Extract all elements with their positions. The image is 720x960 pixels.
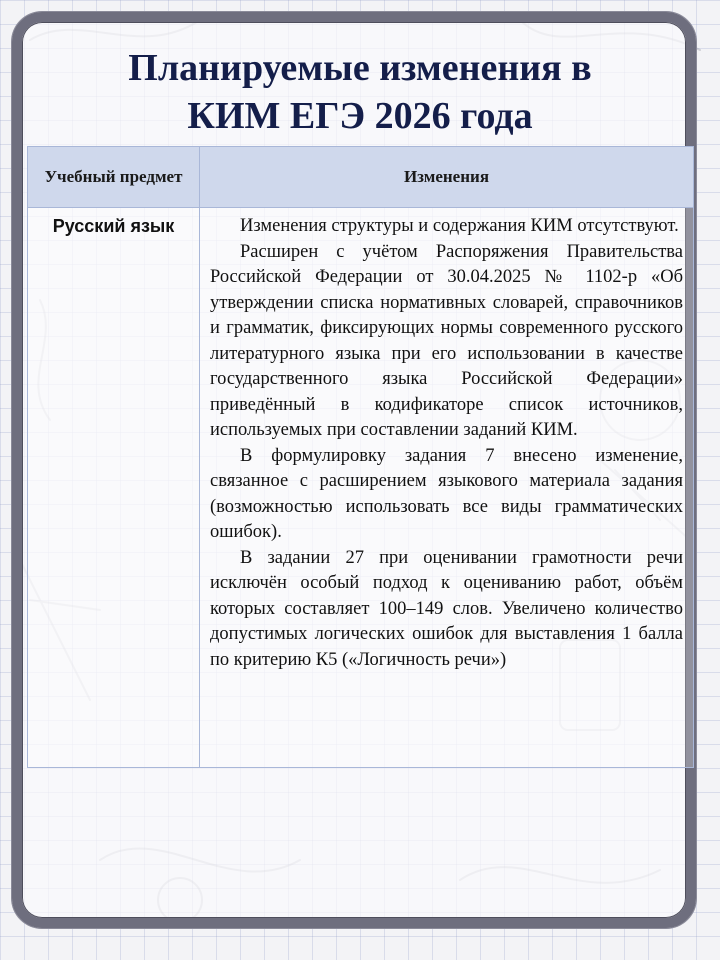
change-paragraph: В задании 27 при оценивании грамотности речи исключён особый подход к оцениванию работ, объём которых составляет 100–149 слов. Увеличено количество допустимых логических ошибок для выставления 1 балла по критерию К5 («Логичность речи») (210, 547, 683, 670)
header-subject: Учебный предмет (28, 147, 200, 208)
change-paragraph: Изменения структуры и содержания КИМ отсутствуют. (240, 216, 679, 236)
slide-title-line: КИМ ЕГЭ 2026 года (187, 95, 533, 137)
slide-title (24, 44, 696, 140)
changes-cell (200, 208, 694, 768)
change-paragraph: В формулировку задания 7 внесено изменение, связанное с расширением языкового материала задания (возможностью использовать все виды грамматических ошибок). (210, 445, 683, 542)
subject-cell: Русский язык (28, 208, 200, 768)
change-paragraph: Расширен с учётом Распоряжения Правительства Российской Федерации от 30.04.2025 № 1102-р «Об утверждении списка нормативных словарей, справочников и грамматик, фиксирующих нормы современного русского литературного языка при его использовании в качестве государственного языка Российской Федерации» приведённый в кодификаторе список источников, используемых при составлении заданий КИМ. (210, 241, 683, 440)
header-changes: Изменения (200, 147, 694, 208)
table-header-row (28, 147, 694, 208)
slide-title-line: Планируемые изменения в (128, 47, 592, 89)
table-row (28, 208, 694, 768)
changes-table (27, 146, 694, 768)
